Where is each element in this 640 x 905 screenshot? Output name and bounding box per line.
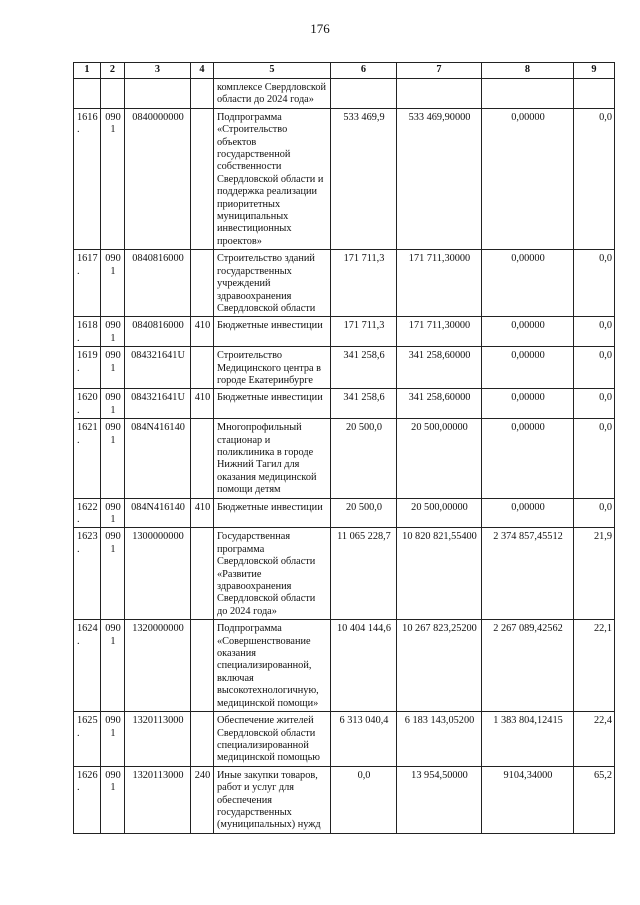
column-6-value-cell: 0,0 [331,766,397,833]
column-8-value-cell [482,79,574,109]
column-9-value-cell: 0,0 [574,419,615,498]
table-row [74,419,615,498]
section-code-cell [101,79,125,109]
target-code-cell: 084321641U [125,347,191,389]
item-name-cell: комплексе Свердловской области до 2024 года» [214,79,331,109]
row-number-cell: 1619. [74,347,101,389]
expense-type-cell [191,712,214,767]
section-code-cell: 0901 [101,419,125,498]
item-name-cell: Строительство зданий государственных учреждений здравоохранения Свердловской области [214,250,331,317]
page-number: 176 [310,21,330,36]
column-7-value-cell: 20 500,00000 [397,498,482,528]
target-code-cell: 1320000000 [125,620,191,712]
column-9-value-cell: 0,0 [574,250,615,317]
column-header-6: 6 [331,63,397,79]
table-body [74,79,615,834]
column-8-value-cell: 0,00000 [482,347,574,389]
table-row [74,317,615,347]
section-code-cell: 0901 [101,766,125,833]
table-row [74,347,615,389]
item-name-cell: Бюджетные инвестиции [214,317,331,347]
item-name-cell: Бюджетные инвестиции [214,498,331,528]
table-row [74,250,615,317]
column-6-value-cell: 6 313 040,4 [331,712,397,767]
column-9-value-cell: 22,1 [574,620,615,712]
section-code-cell: 0901 [101,712,125,767]
column-8-value-cell: 0,00000 [482,250,574,317]
column-8-value-cell: 0,00000 [482,317,574,347]
section-code-cell: 0901 [101,620,125,712]
row-number-cell: 1618. [74,317,101,347]
target-code-cell: 0840000000 [125,108,191,249]
row-number-cell: 1625. [74,712,101,767]
column-8-value-cell: 0,00000 [482,108,574,249]
column-6-value-cell: 11 065 228,7 [331,528,397,620]
column-6-value-cell: 171 711,3 [331,317,397,347]
column-7-value-cell: 13 954,50000 [397,766,482,833]
row-number-cell: 1623. [74,528,101,620]
column-8-value-cell: 0,00000 [482,389,574,419]
expense-type-cell: 410 [191,317,214,347]
row-number-cell [74,79,101,109]
budget-table [73,62,615,834]
row-number-cell: 1626. [74,766,101,833]
table-row [74,620,615,712]
column-6-value-cell: 171 711,3 [331,250,397,317]
item-name-cell: Иные закупки товаров, работ и услуг для обеспечения государственных (муниципальных) нужд [214,766,331,833]
item-name-cell: Подпрограмма «Совершенствование оказания специализированной, включая высокотехнологичную, медицинской помощи» [214,620,331,712]
column-6-value-cell: 20 500,0 [331,419,397,498]
table-row [74,498,615,528]
row-number-cell: 1616. [74,108,101,249]
target-code-cell [125,79,191,109]
column-7-value-cell: 171 711,30000 [397,250,482,317]
target-code-cell: 084N416140 [125,419,191,498]
column-7-value-cell: 20 500,00000 [397,419,482,498]
item-name-cell: Обеспечение жителей Свердловской области специализированной медицинской помощью [214,712,331,767]
item-name-cell: Подпрограмма «Строительство объектов государственной собственности Свердловской области и поддержка реализации приоритетных муниципальных инвестиционных проектов» [214,108,331,249]
column-8-value-cell: 9104,34000 [482,766,574,833]
target-code-cell: 0840816000 [125,317,191,347]
section-code-cell: 0901 [101,250,125,317]
column-header-5: 5 [214,63,331,79]
target-code-cell: 084321641U [125,389,191,419]
column-7-value-cell: 10 820 821,55400 [397,528,482,620]
column-9-value-cell: 0,0 [574,389,615,419]
row-number-cell: 1621. [74,419,101,498]
column-7-value-cell [397,79,482,109]
target-code-cell: 1300000000 [125,528,191,620]
expense-type-cell: 410 [191,498,214,528]
expense-type-cell [191,79,214,109]
table-row [74,79,615,109]
table-row [74,108,615,249]
item-name-cell: Строительство Медицинского центра в городе Екатеринбурге [214,347,331,389]
section-code-cell: 0901 [101,317,125,347]
column-7-value-cell: 6 183 143,05200 [397,712,482,767]
column-6-value-cell: 20 500,0 [331,498,397,528]
row-number-cell: 1622. [74,498,101,528]
column-8-value-cell: 1 383 804,12415 [482,712,574,767]
table-row [74,528,615,620]
column-header-8: 8 [482,63,574,79]
item-name-cell: Государственная программа Свердловской области «Развитие здравоохранения Свердловской области до 2024 года» [214,528,331,620]
target-code-cell: 084N416140 [125,498,191,528]
target-code-cell: 1320113000 [125,766,191,833]
target-code-cell: 1320113000 [125,712,191,767]
column-header-7: 7 [397,63,482,79]
column-7-value-cell: 341 258,60000 [397,347,482,389]
column-7-value-cell: 10 267 823,25200 [397,620,482,712]
column-8-value-cell: 0,00000 [482,498,574,528]
column-8-value-cell: 2 267 089,42562 [482,620,574,712]
table-row [74,712,615,767]
column-8-value-cell: 2 374 857,45512 [482,528,574,620]
section-code-cell: 0901 [101,528,125,620]
row-number-cell: 1617. [74,250,101,317]
column-header-1: 1 [74,63,101,79]
expense-type-cell [191,620,214,712]
expense-type-cell [191,347,214,389]
column-9-value-cell: 0,0 [574,317,615,347]
column-7-value-cell: 171 711,30000 [397,317,482,347]
table-row [74,766,615,833]
column-6-value-cell: 341 258,6 [331,389,397,419]
expense-type-cell [191,108,214,249]
target-code-cell: 0840816000 [125,250,191,317]
column-9-value-cell: 65,2 [574,766,615,833]
column-7-value-cell: 341 258,60000 [397,389,482,419]
expense-type-cell [191,250,214,317]
section-code-cell: 0901 [101,389,125,419]
column-8-value-cell: 0,00000 [482,419,574,498]
column-9-value-cell: 22,4 [574,712,615,767]
section-code-cell: 0901 [101,108,125,249]
column-header-3: 3 [125,63,191,79]
section-code-cell: 0901 [101,498,125,528]
column-9-value-cell: 0,0 [574,498,615,528]
column-header-4: 4 [191,63,214,79]
column-9-value-cell: 0,0 [574,108,615,249]
column-9-value-cell: 21,9 [574,528,615,620]
column-9-value-cell [574,79,615,109]
column-6-value-cell: 533 469,9 [331,108,397,249]
column-9-value-cell: 0,0 [574,347,615,389]
expense-type-cell: 410 [191,389,214,419]
row-number-cell: 1624. [74,620,101,712]
expense-type-cell: 240 [191,766,214,833]
column-header-2: 2 [101,63,125,79]
table-header-row [74,63,615,79]
column-7-value-cell: 533 469,90000 [397,108,482,249]
column-6-value-cell: 341 258,6 [331,347,397,389]
column-header-9: 9 [574,63,615,79]
item-name-cell: Бюджетные инвестиции [214,389,331,419]
table-row [74,389,615,419]
column-6-value-cell: 10 404 144,6 [331,620,397,712]
expense-type-cell [191,528,214,620]
row-number-cell: 1620. [74,389,101,419]
expense-type-cell [191,419,214,498]
section-code-cell: 0901 [101,347,125,389]
item-name-cell: Многопрофильный стационар и поликлиника в городе Нижний Тагил для оказания медицинской помощи детям [214,419,331,498]
column-6-value-cell [331,79,397,109]
